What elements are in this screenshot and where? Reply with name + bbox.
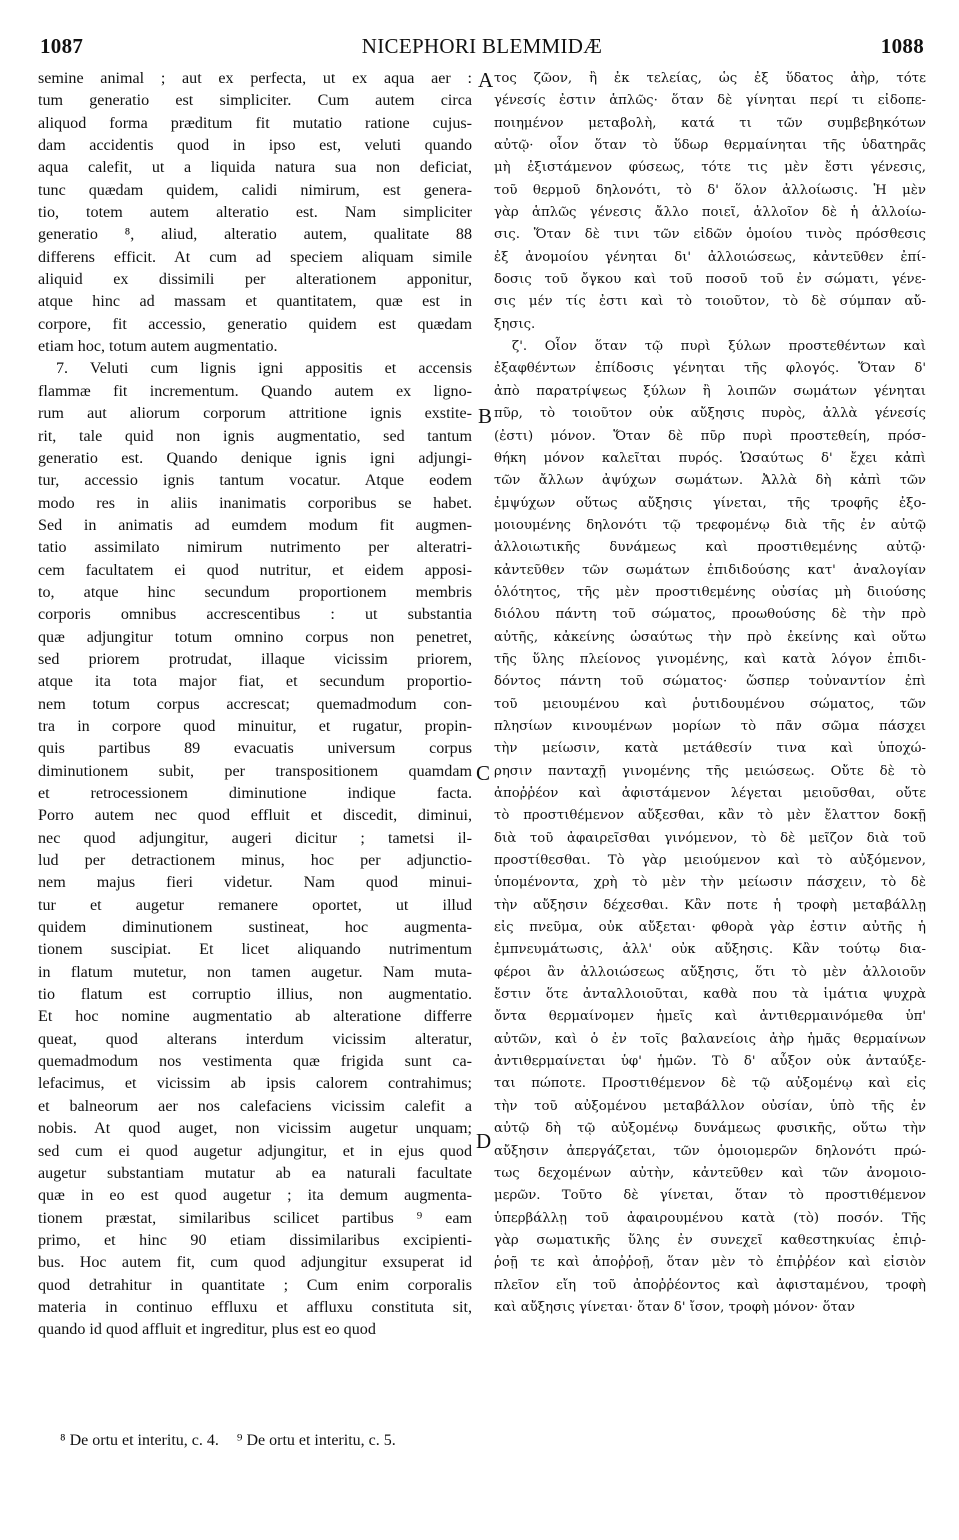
text-line: τῆς ὕλης πλείονος γινομένης, καὶ κατὰ λόγον ἐπιδι- bbox=[494, 651, 926, 667]
text-line: γὰρ σωματικῆς ὕλης ἐν συνεχεῖ καθεστηκυίας ἐπιῤ- bbox=[494, 1232, 926, 1248]
text-line: μὴ ἐξιστάμενον φύσεως, τότε τις μὲν ἔστι γένεσις, bbox=[494, 160, 926, 176]
text-line: σις μέν τίς ἐστι καὶ τὸ τοιοῦτον, τὸ δὲ σύμπαν αὔ- bbox=[494, 294, 926, 310]
text-line: lefacimus, et vicissim ab ipsis calorem contrahimus; bbox=[38, 1075, 472, 1093]
text-line: γένεσίς ἐστιν ἁπλῶς· ὅταν δὲ γίνηται περί τι εἰδοπε- bbox=[494, 93, 926, 109]
text-line: tio flatum est corruptio illius, non augmentatio. bbox=[38, 986, 472, 1004]
text-line: αὐτῆς, κἀκείνης ὡσαύτως τὴν πρὸ ἐκείνης καὶ οὕτω bbox=[494, 629, 926, 645]
footnote-9: ⁹ De ortu et interitu, c. 5. bbox=[236, 1432, 396, 1449]
text-line: ἐξαφθέντων ἐπίδοσις γένηται τῆς φλογός. Ὅταν δ' bbox=[494, 361, 926, 377]
text-line: αὐτῷ δὴ τῷ αὐξομένῳ δυνάμεως φυσικῆς, οὕτω τὴν bbox=[494, 1121, 926, 1137]
text-line: quando id quod affluit et ingreditur, plus est eo quod bbox=[38, 1321, 376, 1339]
text-line: sed cum ei quod augetur adjungitur, et in ejus quod bbox=[38, 1142, 472, 1160]
text-line: primo, et hinc 90 etiam dissimilaribus excipienti- bbox=[38, 1231, 472, 1249]
text-line: αὐτῷ· οἷον ὅταν τὸ ὕδωρ θερμαίνηται τῆς ὑδατηρᾶς bbox=[494, 138, 926, 154]
text-line: atque ita tota major fiat, et secundum proportio- bbox=[38, 673, 472, 691]
text-line: ται πώποτε. Προστιθέμενον δὲ τῷ αὐξομένῳ καὶ εἰς bbox=[494, 1076, 926, 1092]
text-line: quod detrahitur in quantitate ; Cum enim corporalis bbox=[38, 1276, 472, 1294]
text-line: rit, tale quid non ignis augmentatio, sed tantum bbox=[38, 427, 472, 445]
text-line: bus. Hoc autem fit, cum quod adjungitur exsuperat id bbox=[38, 1254, 472, 1272]
text-line: dam accidentis quod in ipso est, veluti quando bbox=[38, 137, 472, 155]
text-line: διόλου πάντη τοῦ σώματος, προωθούσης δὲ τὴν πρὸ bbox=[494, 607, 926, 623]
text-line: ὁλότητος, τῆς μὲν προστιθεμένης οὐσίας μὴ διιούσης bbox=[494, 584, 926, 600]
text-line: ἀλλοιωτικῆς δυνάμεως καὶ προστιθεμένης αὐτῷ· bbox=[494, 540, 926, 556]
text-line: ὑπομένοντα, χρὴ τὸ μὲν τὴν μείωσιν πάσχειν, τὸ δὲ bbox=[494, 875, 926, 891]
text-line: μερῶν. Τοῦτο δὲ γίνεται, ὅταν τὸ προστιθέμενον bbox=[494, 1188, 926, 1204]
latin-paragraph-1 bbox=[38, 68, 472, 358]
text-line: σις. Ὅταν δὲ τινι τῶν εἰδῶν ὁμοίου τινὸς πρόσθεσις bbox=[494, 227, 926, 243]
text-line: πλησίων κινουμένων μορίων τὸ πᾶν σῶμα πάσχει bbox=[494, 718, 926, 734]
text-line: queat, quod alterans interdum vicissim alteratur, bbox=[38, 1030, 472, 1048]
margin-letter-d: D bbox=[476, 1129, 492, 1153]
text-line: flammæ fit incrementum. Quando autem ex ligno- bbox=[38, 382, 472, 400]
text-line: atque hinc ad massam et quantitatem, quæ est in bbox=[38, 293, 472, 311]
text-line: differens efficit. At cum ad speciem aliquam simile bbox=[38, 248, 472, 266]
text-line: τως δεχομένων αὐτὴν, κἀντεῦθεν καὶ τῶν ἀνομοιο- bbox=[494, 1165, 926, 1181]
text-line: quidem diminutionem sustineat, hoc augmenta- bbox=[38, 919, 472, 937]
latin-column bbox=[38, 68, 472, 1398]
text-line: ἀποῤῥέον καὶ ἀφιστάμενον λέγεται μειοῦσθαι, οὔτε bbox=[494, 786, 926, 801]
text-line: Et hoc nomine augmentatio ab alteratione differre bbox=[38, 1008, 472, 1026]
text-line: καὶ αὔξησις γίνεται· ὅταν δ' ἴσον, τροφὴ μόνον· ὅταν bbox=[494, 1299, 855, 1315]
text-line: τοῦ θερμοῦ δηλονότι, τὸ δ' ὅλον ἀλλοίωσις. Ἡ μὲν bbox=[494, 182, 926, 198]
text-line: κἀντεῦθεν τῶν σωμάτων ἐπιδιδούσης κατ' ἀναλογίαν bbox=[494, 562, 926, 578]
text-line: δόντος πάντη τοῦ σώματος· ὥσπερ τοὐναντίον ἐπὶ bbox=[494, 674, 926, 690]
text-line: τοῦ μειουμένου καὶ ῥυτιδουμένου σώματος, τῶν bbox=[494, 696, 926, 712]
text-line: corpore, fit accessio, generatio quidem est quædam bbox=[38, 315, 472, 333]
text-line: modo res in aliis inanimatis corporibus se habet. bbox=[38, 494, 472, 512]
text-line: γὰρ ἁπλῶς γένεσις ἄλλο ποιεῖ, ἀλλοῖον δὲ ἡ ἀλλοίω- bbox=[494, 205, 926, 221]
text-line: tionem præstat, similaribus scilicet partibus ⁹ eam bbox=[38, 1209, 472, 1227]
text-line: tum generatio est simpliciter. Cum autem circa bbox=[38, 92, 472, 110]
text-line: ῥοῇ τε καὶ ἀποῤῥοῇ, ὅταν μὲν τὸ ἐπιῤῥέον καὶ εἰσιὸν bbox=[494, 1255, 926, 1271]
text-line: tionem suscipiat. Et licet aliquando nutrimentum bbox=[38, 941, 472, 959]
margin-letter-a: A bbox=[478, 68, 494, 92]
text-line: αὐτῶν, καὶ ὁ ἐν τοῖς βαλανείοις ἀὴρ ἡμᾶς θερμαίνων bbox=[494, 1031, 926, 1047]
text-line: augetur substantiam mutatur ab ea naturali facultate bbox=[38, 1164, 472, 1182]
greek-column bbox=[494, 68, 926, 1398]
text-line: ξησις. bbox=[494, 316, 536, 332]
text-line: ποιημένον μεταβολὴ, κατά τι τῶν συμβεβηκότων bbox=[494, 115, 926, 131]
text-line: ὄντα θερμαίνομεν ἡμεῖς καὶ ἀντιθερμαινόμεθα ὑπ' bbox=[494, 1009, 926, 1025]
text-line: Porro autem nec quod effluit et discedit, diminui, bbox=[38, 807, 472, 825]
text-line: ἀντιθερμαίνεται ὑφ' ἡμῶν. Τὸ δ' αὖξον οὐκ ἀνταύξε- bbox=[494, 1054, 926, 1070]
text-line: diminutionem subit, per transpositionem quamdam bbox=[38, 762, 472, 780]
text-line: τὴν μείωσιν, κατὰ μετάθεσίν τινα καὶ ὑποχώ- bbox=[494, 741, 926, 757]
text-line: lud per detractionem minus, hoc per adjunctio- bbox=[38, 852, 472, 870]
text-line: corporis omnibus accrescentibus : ut substantia bbox=[38, 606, 472, 624]
text-line: 7. Veluti cum lignis igni appositis et accensis bbox=[56, 360, 472, 378]
text-line: ρησιν πανταχῇ γινομένης τῆς μειώσεως. Οὔτε δὲ τὸ bbox=[494, 763, 926, 779]
text-line: aqua calefit, ut a liquida natura sua non deficiat, bbox=[38, 159, 472, 177]
text-line: nem totum corpus accrescat; quemadmodum con- bbox=[38, 695, 472, 713]
text-line: ἀπὸ παρατρίψεως ξύλων ἢ λοιπῶν σωμάτων γένηται bbox=[494, 383, 926, 399]
text-line: tio, totem autem alteratio est. Nam simpliciter bbox=[38, 204, 472, 222]
latin-paragraph-2 bbox=[38, 358, 472, 1341]
text-line: φέροι ἂν ἀλλοιώσεως αὔξησις, ὅτι τὸ μὲν ἀλλοιοῦν bbox=[494, 964, 926, 980]
text-line: πῦρ, τὸ τοιοῦτον οὐκ αὔξησις πυρὸς, ἀλλὰ γένεσίς bbox=[494, 406, 926, 422]
text-line: quæ in eo est quod augetur ; ita demum augmenta- bbox=[38, 1187, 472, 1205]
running-title: NICEPHORI BLEMMIDÆ bbox=[361, 34, 603, 58]
text-line: tur, accessio ignis tantum vocatur. Atque eodem bbox=[38, 472, 472, 490]
text-line: Sed in animatis ad eumdem modum fit augmen- bbox=[38, 516, 472, 534]
text-line: nobis. At quod auget, non vicissim augetur unquam; bbox=[38, 1120, 472, 1138]
text-line: θήκη μόνον καλεῖται πυρός. Ὡσαύτως δ' ἔχει κἀπὶ bbox=[494, 450, 926, 466]
text-line: ἐμπνευμάτωσις, ἀλλ' οὐκ αὔξησις. Κἂν τούτῳ δια- bbox=[494, 942, 926, 958]
text-line: et balneorum aer nos calefaciens vicissim calefit a bbox=[38, 1097, 472, 1115]
footnotes bbox=[60, 1432, 860, 1450]
text-line: προστίθεσθαι. Τὸ γὰρ μειούμενον καὶ τὸ αὐξόμενον, bbox=[494, 853, 926, 869]
text-line: nem majus fieri videtur. Nam quod minui- bbox=[38, 874, 472, 892]
text-line: τὸ προστιθέμενον αὔξεσθαι, κἂν τὸ μὲν ἔλαττον δοκῇ bbox=[494, 808, 926, 824]
text-line: semine animal ; aut ex perfecta, ut ex aqua aer : bbox=[38, 70, 472, 87]
text-line: generatio ⁸, aliud, alteratio autem, qualitate 88 bbox=[38, 226, 472, 244]
text-line: ἐμψύχων οὕτως αὔξησις γίνεται, τῆς τροφῆς ἐξο- bbox=[494, 495, 926, 511]
text-line: rum aut aliorum corporum attritione ignis exstite- bbox=[38, 405, 472, 423]
text-line: μοιουμένης δηλονότι τῷ τρεφομένῳ διὰ τῆς ἐν αὐτῷ bbox=[494, 517, 926, 533]
text-line: aliquod forma præditum fit mutatio ratione cujus- bbox=[38, 114, 472, 132]
text-line: to, atque hinc secundum proportionem membris bbox=[38, 583, 472, 601]
running-head bbox=[40, 34, 924, 64]
text-line: tunc quædam quidem, calidi nimirum, est genera- bbox=[38, 181, 472, 199]
text-line: tatio assimilato nimirum nutrimento per alteratri- bbox=[38, 539, 472, 557]
text-line: ἔστιν ὅτε ἀνταλλοιοῦται, καθὰ που τὰ ἱμάτια ψυχρὰ bbox=[494, 987, 926, 1003]
text-line: quemadmodum nos vestimenta quæ frigida sunt ca- bbox=[38, 1053, 472, 1071]
text-line: quæ adjungitur totum omnino corpus non penetret, bbox=[38, 628, 472, 646]
text-line: etiam hoc, totum autem augmentatio. bbox=[38, 338, 278, 356]
text-line: τῶν ἄλλων ἀψύχων σωμάτων. Ἀλλὰ δὴ κἀπὶ τῶν bbox=[494, 473, 926, 489]
text-line: αὔξησιν ἀπεργάζεται, τῶν ὁμοιομερῶν δηλονότι πρώ- bbox=[494, 1143, 926, 1159]
text-line: (ἐστι) μόνον. Ὅταν δὲ πῦρ πυρὶ προστεθείη, πρόσ- bbox=[494, 428, 926, 444]
text-line: sed priorem protrudat, illaque vicissim priorem, bbox=[38, 650, 472, 668]
text-line: πλεῖον εἴη τοῦ ἀποῤῥέοντος καὶ ἀφισταμένου, τροφὴ bbox=[494, 1277, 926, 1293]
text-line: tra in corpore quod minuitur, et rugatur, propin- bbox=[38, 717, 472, 735]
text-line: τὴν αὔξησιν δέχεσθαι. Κἂν ποτε ἡ τροφὴ μεταβάλλῃ bbox=[494, 897, 926, 913]
text-line: διὰ τοῦ ἀφαιρεῖσθαι γινόμενον, τὸ δὲ μεῖζον διὰ τοῦ bbox=[494, 830, 926, 846]
margin-letter-c: C bbox=[476, 761, 491, 785]
margin-letter-b: B bbox=[478, 404, 493, 428]
text-line: aliquid ex dissimili per alterationem apponitur, bbox=[38, 271, 472, 289]
text-line: et retrocessionem diminutione indique facta. bbox=[38, 785, 472, 802]
text-line: τὴν τοῦ αὐξομένου μεταβάλλον οὐσίαν, ὑπὸ τῆς ἐν bbox=[494, 1098, 926, 1114]
text-line: δοσις τοῦ ὄγκου καὶ τοῦ ποσοῦ τοῦ ἐν σώματι, γένε- bbox=[494, 272, 926, 288]
text-line: cem facultatem ei quod nutritur, et eidem apposi- bbox=[38, 561, 472, 579]
text-line: ζ'. Οἷον ὅταν τῷ πυρὶ ξύλων προστεθέντων καὶ bbox=[512, 339, 926, 355]
text-line: in flatum mutetur, non tamen augetur. Nam muta- bbox=[38, 963, 472, 981]
greek-paragraph-2 bbox=[494, 336, 926, 1319]
footnote-8: ⁸ De ortu et interitu, c. 4. bbox=[60, 1432, 219, 1449]
text-line: τος ζῶον, ἢ ἐκ τελείας, ὡς ἐξ ὕδατος ἀὴρ, τότε bbox=[494, 71, 926, 86]
text-line: tur et augetur remanere oportet, ut illud bbox=[38, 896, 472, 914]
page-number-right: 1088 bbox=[880, 34, 924, 58]
text-line: generatio est. Quando denique ignis igni adjungi- bbox=[38, 449, 472, 467]
text-line: ὑπερβάλλῃ τοῦ ἀφαιρουμένου κατὰ (τὸ) ποσόν. Τῆς bbox=[494, 1210, 926, 1226]
greek-paragraph-1 bbox=[494, 68, 926, 336]
page-number-left: 1087 bbox=[40, 34, 84, 58]
text-line: materia in continuo effluxu et affluxu constituta sit, bbox=[38, 1298, 472, 1316]
text-line: nec quod adjungitur, augeri dicitur ; tametsi il- bbox=[38, 829, 472, 847]
text-line: εἰς πνεῦμα, οὐκ αὔξεται· φθορὰ γὰρ ἐστιν αὐτῆς ἡ bbox=[494, 920, 926, 936]
text-line: quis partibus 89 evacuatis universum corpus bbox=[38, 740, 472, 758]
text-line: ἐξ ἀνομοίου γένηται δι' ἀλλοιώσεως, κἀντεῦθεν ἐπί- bbox=[494, 249, 926, 265]
